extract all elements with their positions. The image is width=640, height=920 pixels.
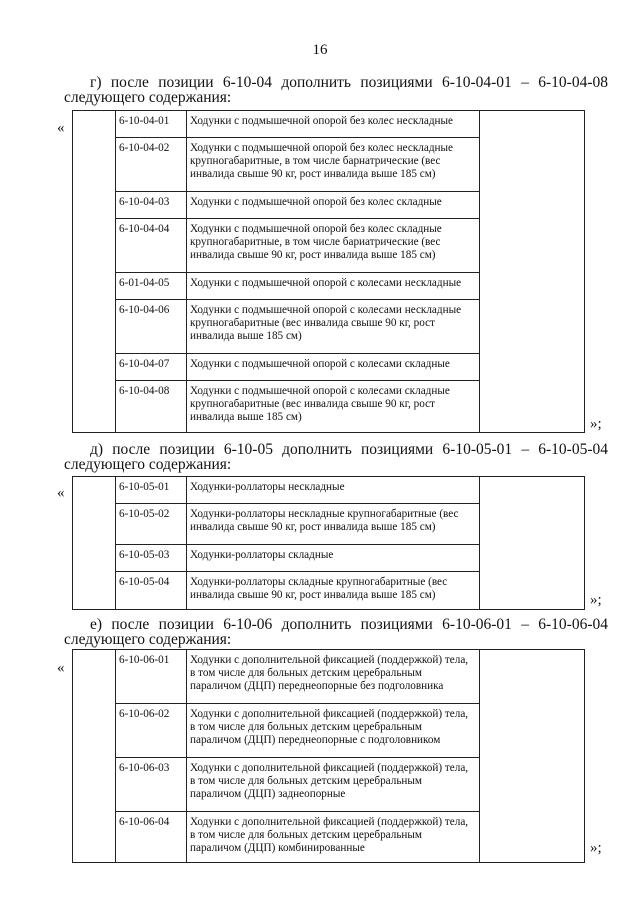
- position-name: Ходунки с подмышечной опорой с колесами складные: [187, 354, 480, 381]
- position-name: Ходунки-роллаторы складные крупногабаритные (вес инвалида свыше 90 кг, рост инвалида выше 185 см): [187, 572, 480, 610]
- position-name: Ходунки с подмышечной опорой без колес нескладные: [187, 111, 480, 138]
- section-intro-line: следующего содержания:: [64, 631, 232, 648]
- section-intro-line: д) после позиции 6-10-05 дополнить позициями 6-10-05-01 – 6-10-05-04: [90, 441, 608, 458]
- open-quote: «: [57, 120, 65, 136]
- position-name: Ходунки-роллаторы нескладные крупногабаритные (вес инвалида свыше 90 кг, рост инвалида выше 185 см): [187, 504, 480, 545]
- position-name: Ходунки с дополнительной фиксацией (поддержкой) тела, в том числе для больных детским церебральным параличом (ДЦП) заднеопорные: [187, 758, 480, 812]
- position-code: 6-10-06-02: [116, 704, 187, 758]
- section-intro-d: [64, 442, 608, 472]
- section-intro-line: е) после позиции 6-10-06 дополнить позициями 6-10-06-01 – 6-10-06-04: [90, 616, 608, 633]
- positions-table: [72, 476, 585, 610]
- position-name: Ходунки с подмышечной опорой без колес нескладные крупногабаритные, в том числе барнатрические (вес инвалида свыше 90 кг, рост инвалида выше 185 см): [187, 138, 480, 192]
- positions-table: [72, 649, 585, 863]
- position-name: Ходунки-роллаторы нескладные: [187, 477, 480, 504]
- position-code: 6-10-05-02: [116, 504, 187, 545]
- section-intro-line: следующего содержания:: [64, 89, 232, 106]
- position-code: 6-10-04-02: [116, 138, 187, 192]
- position-code: 6-10-06-03: [116, 758, 187, 812]
- position-code: 6-01-04-05: [116, 273, 187, 300]
- position-name: Ходунки с подмышечной опорой с колесами нескладные: [187, 273, 480, 300]
- position-name: Ходунки с дополнительной фиксацией (поддержкой) тела, в том числе для больных детским церебральным параличом (ДЦП) переднеопорные с подголовником: [187, 704, 480, 758]
- empty-column: [73, 477, 116, 610]
- position-name: Ходунки с дополнительной фиксацией (поддержкой) тела, в том числе для больных детским церебральным параличом (ДЦП) переднеопорные без подголовника: [187, 650, 480, 704]
- position-name: Ходунки с подмышечной опорой без колес складные: [187, 192, 480, 219]
- position-code: 6-10-04-01: [116, 111, 187, 138]
- section-intro-line: следующего содержания:: [64, 456, 232, 473]
- table-row: [73, 650, 585, 704]
- table-row: [73, 477, 585, 504]
- blank-column: [480, 650, 585, 863]
- position-code: 6-10-06-01: [116, 650, 187, 704]
- empty-column: [73, 111, 116, 433]
- position-code: 6-10-06-04: [116, 812, 187, 863]
- close-quote: »;: [590, 592, 602, 608]
- table-row: [73, 111, 585, 138]
- section-intro-line: г) после позиции 6-10-04 дополнить позициями 6-10-04-01 – 6-10-04-08: [90, 74, 608, 91]
- blank-column: [480, 111, 585, 433]
- position-name: Ходунки с подмышечной опорой с колесами складные крупногабаритные (вес инвалида свыше 90 кг, рост инвалида выше 185 см): [187, 381, 480, 433]
- page-number: 16: [312, 42, 328, 58]
- position-code: 6-10-05-03: [116, 545, 187, 572]
- position-code: 6-10-04-07: [116, 354, 187, 381]
- position-name: Ходунки-роллаторы складные: [187, 545, 480, 572]
- blank-column: [480, 477, 585, 610]
- position-code: 6-10-04-08: [116, 381, 187, 433]
- positions-table: [72, 110, 585, 433]
- position-name: Ходунки с подмышечной опорой без колес складные крупногабаритные, в том числе бариатрические (вес инвалида свыше 90 кг, рост инвалида выше 185 см): [187, 219, 480, 273]
- section-intro-e: [64, 617, 608, 647]
- open-quote: «: [57, 660, 65, 676]
- position-name: Ходунки с подмышечной опорой с колесами нескладные крупногабаритные (вес инвалида свыше 90 кг, рост инвалида выше 185 см): [187, 300, 480, 354]
- position-name: Ходунки с дополнительной фиксацией (поддержкой) тела, в том числе для больных детским церебральным параличом (ДЦП) комбинированные: [187, 812, 480, 863]
- close-quote: »;: [590, 416, 602, 432]
- close-quote: »;: [590, 840, 602, 856]
- position-code: 6-10-04-04: [116, 219, 187, 273]
- open-quote: «: [57, 485, 65, 501]
- position-code: 6-10-05-04: [116, 572, 187, 610]
- position-code: 6-10-05-01: [116, 477, 187, 504]
- position-code: 6-10-04-06: [116, 300, 187, 354]
- section-intro-g: [64, 75, 608, 105]
- empty-column: [73, 650, 116, 863]
- position-code: 6-10-04-03: [116, 192, 187, 219]
